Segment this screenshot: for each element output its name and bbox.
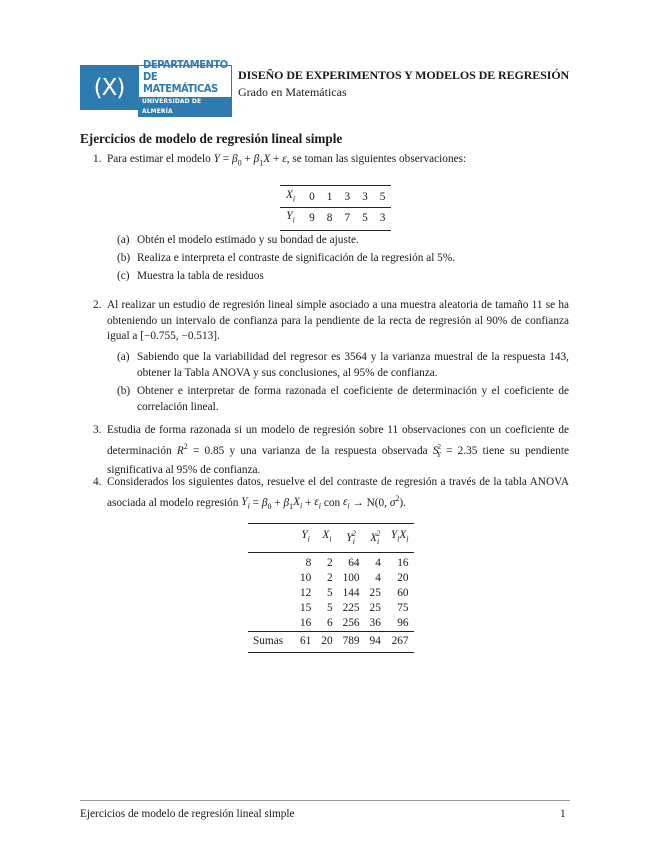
exercise-3-text-c: tiene su pendiente significativa al 95% de confianza. bbox=[107, 444, 569, 477]
table-cell: 5 bbox=[326, 587, 333, 600]
exercise-3-text-b: y una varianza de la respuesta observada bbox=[224, 444, 433, 457]
exercise-1-text: Para estimar el modelo bbox=[107, 153, 214, 165]
header-cell bbox=[248, 524, 295, 553]
table-cell: 61 bbox=[295, 632, 316, 653]
r-squared: R bbox=[176, 444, 184, 457]
exercise-1a-text: Obtén el modelo estimado y su bondad de ajuste. bbox=[137, 234, 359, 246]
table-cell: 4 bbox=[375, 557, 381, 570]
table-cell: 6 bbox=[326, 617, 333, 630]
table-cell: 2 bbox=[326, 572, 333, 585]
exercise-2b-text: Obtener e interpretar de forma razonada el coeficiente de determinación y el coeficiente de correlación lineal. bbox=[137, 385, 569, 413]
table-cell: 20 bbox=[316, 632, 337, 653]
exercise-1-model-formula: Y bbox=[213, 153, 220, 165]
header-yi2: $Y_i^2$ bbox=[338, 524, 365, 553]
table-cell: 9 bbox=[303, 208, 321, 230]
table-cell: 10 bbox=[300, 572, 312, 585]
table-cell: 3 bbox=[374, 208, 392, 230]
exercise-4-statement: Considerados los siguientes datos, resuelve el del contraste de regresión a través de la tabla ANOVA asociada al modelo regresión $Y_i = \beta_0 + \beta_1X_i + \varepsilon_i$ con $\varepsilon_i \to N(0$, $\sigma^2$). bbox=[107, 476, 569, 511]
table-header-row bbox=[248, 524, 414, 553]
course-title: DISEÑO DE EXPERIMENTOS Y MODELOS DE REGRESIÓN bbox=[238, 68, 570, 82]
table-cell bbox=[248, 586, 295, 601]
table-cell bbox=[248, 616, 295, 632]
table-cell: 144 bbox=[342, 587, 360, 600]
exercise-1-text-after: , se toman las siguientes observaciones: bbox=[286, 153, 467, 165]
table-cell: 5 bbox=[374, 186, 392, 208]
table-cell: 60 bbox=[397, 587, 409, 600]
model-formula: $Y_i$ bbox=[241, 496, 250, 511]
logo-symbol: (X) bbox=[80, 65, 138, 110]
table-row bbox=[280, 186, 391, 208]
table-cell: 36 bbox=[369, 617, 381, 630]
table-row bbox=[280, 208, 391, 230]
table-row bbox=[248, 571, 414, 586]
exercise-4-text-b: con bbox=[321, 496, 343, 509]
exercise-2b-label: (b) bbox=[117, 385, 131, 397]
table-cell: 96 bbox=[397, 617, 409, 630]
exercise-1-number: 1. bbox=[93, 153, 102, 165]
table-cell: 15 bbox=[300, 602, 312, 615]
exercise-4-text-c: . bbox=[403, 496, 406, 509]
table-cell: 12 bbox=[300, 587, 312, 600]
exercise-1c-text: Muestra la tabla de residuos bbox=[137, 270, 264, 282]
response-variance: S bbox=[432, 444, 439, 457]
table-cell: 2 bbox=[326, 557, 333, 570]
exercise-1a-label: (a) bbox=[117, 234, 130, 246]
table-totals-row bbox=[248, 632, 414, 653]
table-cell: 225 bbox=[342, 602, 360, 615]
row-label: $Y_i$ bbox=[280, 208, 303, 230]
table-cell: 100 bbox=[342, 572, 360, 585]
logo-line-1: DEPARTAMENTO bbox=[143, 57, 228, 71]
table-cell: 94 bbox=[365, 632, 386, 653]
table-cell: 16 bbox=[300, 617, 312, 630]
table-cell: 1 bbox=[321, 186, 339, 208]
header-xi: $X_i$ bbox=[316, 524, 337, 553]
footer-divider bbox=[80, 800, 570, 801]
exercise-1-data-table bbox=[280, 185, 391, 231]
course-subtitle: Grado en Matemáticas bbox=[238, 85, 347, 99]
logo-text bbox=[138, 57, 232, 115]
table-cell: 16 bbox=[397, 557, 409, 570]
totals-label: Sumas bbox=[248, 632, 295, 653]
table-cell: 0 bbox=[303, 186, 321, 208]
exercise-3-number: 3. bbox=[93, 424, 102, 436]
exercise-4-number: 4. bbox=[93, 476, 102, 488]
header-yixi: $Y_iX_i$ bbox=[386, 524, 414, 553]
table-cell: 3 bbox=[356, 186, 374, 208]
table-cell: 789 bbox=[338, 632, 365, 653]
table-cell: 25 bbox=[369, 587, 381, 600]
table-cell bbox=[248, 571, 295, 586]
header-yi: $Y_i$ bbox=[295, 524, 316, 553]
footer-title: Ejercicios de modelo de regresión lineal simple bbox=[80, 808, 295, 820]
table-row bbox=[248, 553, 414, 572]
table-cell: 4 bbox=[375, 572, 381, 585]
exercise-4-data-table bbox=[248, 523, 414, 653]
exercise-2a-text: Sabiendo que la variabilidad del regresor es 3564 y la varianza muestral de la respuesta 143, obtener la Tabla ANOVA y sus conclusiones, al 95% de confianza. bbox=[137, 351, 569, 379]
table-cell: 5 bbox=[356, 208, 374, 230]
row-label: $X_i$ bbox=[280, 186, 303, 208]
exercise-2a-label: (a) bbox=[117, 351, 130, 363]
table-cell: 64 bbox=[348, 557, 360, 570]
department-logo bbox=[80, 57, 232, 115]
header-xi2: $X_i^2$ bbox=[365, 524, 386, 553]
table-cell bbox=[248, 601, 295, 616]
logo-line-2: DE MATEMÁTICAS bbox=[143, 69, 218, 95]
table-row bbox=[248, 616, 414, 632]
table-cell: 256 bbox=[342, 617, 360, 630]
table-cell: 8 bbox=[305, 557, 312, 570]
exercise-1b-text: Realiza e interpreta el contraste de significación de la regresión al 5%. bbox=[137, 252, 456, 264]
table-cell: 25 bbox=[369, 602, 381, 615]
section-title: Ejercicios de modelo de regresión lineal simple bbox=[80, 131, 343, 146]
table-cell: 20 bbox=[397, 572, 409, 585]
exercise-1b-label: (b) bbox=[117, 252, 131, 264]
exercise-1-statement: Para estimar el modelo $Y = \beta_0 + \beta_1X + \varepsilon$, se toman las siguientes observaciones: bbox=[107, 153, 467, 168]
exercise-3-statement: Estudia de forma razonada si un modelo de regresión sobre 11 observaciones con un coeficiente de determinación $R^2 = 0.85$ y una varianza de la respuesta observada $S^2_Y = 2.35$ tiene su pendiente significativa al 95% de confianza. bbox=[107, 424, 569, 477]
exercise-2-statement: Al realizar un estudio de regresión lineal simple asociado a una muestra aleatoria de tamaño 11 se ha obteniendo un intervalo de confianza para la pendiente de la recta de regresión al 90% de confianza igual a [−0.755, −0.513]. bbox=[107, 299, 569, 342]
table-row bbox=[248, 586, 414, 601]
table-cell: 3 bbox=[338, 186, 356, 208]
exercise-1c-label: (c) bbox=[117, 270, 130, 282]
table-cell: 5 bbox=[326, 602, 333, 615]
exercise-4-text-a: Considerados los siguientes datos, resuelve el del contraste de regresión a través de la tabla ANOVA asociada al modelo regresión bbox=[107, 476, 569, 509]
exercise-2-number: 2. bbox=[93, 299, 102, 311]
logo-line-3: UNIVERSIDAD DE ALMERÍA bbox=[138, 97, 232, 117]
exercise-3-text-a: Estudia de forma razonada si un modelo de regresión sobre 11 observaciones con un coeficiente de determinación bbox=[107, 424, 569, 457]
table-cell bbox=[248, 553, 295, 572]
table-row bbox=[248, 601, 414, 616]
table-cell: 8 bbox=[321, 208, 339, 230]
table-cell: 75 bbox=[397, 602, 409, 615]
page-number: 1 bbox=[560, 808, 566, 820]
table-cell: 7 bbox=[338, 208, 356, 230]
table-cell: 267 bbox=[386, 632, 414, 653]
